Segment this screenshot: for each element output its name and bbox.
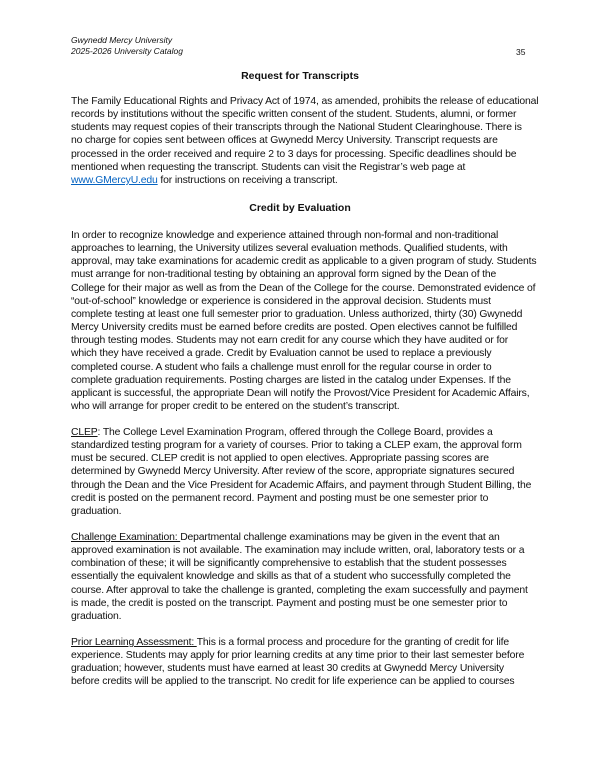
header-catalog: 2025-2026 University Catalog — [71, 46, 183, 56]
text-line: graduation. — [71, 505, 122, 517]
text-line: complete testing at least one full semester prior to graduation. Unless authorized, thirty (30) Gwynedd — [71, 308, 523, 320]
challenge-examination-paragraph — [71, 531, 541, 623]
text-line: “out-of-school” knowledge or experience is considered in the approval decision. Students must — [71, 295, 491, 307]
text-line: College for their major as well as from the Dean of the College for the course. Demonstrated evidence of — [71, 282, 536, 294]
page-number: 35 — [516, 47, 526, 57]
text-line: approval, may take examinations for academic credit as applicable to a given program of study. Students — [71, 256, 537, 268]
text-line: is made, the credit is posted on the transcript. Payment and posting must be one semester prior to — [71, 597, 508, 609]
text-line: which they have received a grade. Credit by Evaluation cannot be used to replace a previously — [71, 348, 492, 360]
transcripts-paragraph — [71, 95, 541, 187]
text-line: determined by Gwynedd Mercy University. After review of the score, appropriate signatures secured — [71, 466, 515, 478]
text-line: standardized testing program for a variety of courses. Prior to taking a CLEP exam, the approval form — [71, 440, 522, 452]
text-line: approved examination is not available. The examination may include written, oral, laboratory tests or a — [71, 545, 525, 557]
text-line: combination of these; it will be significantly comprehensive to establish that the student possesses — [71, 558, 507, 570]
text-line: approaches to learning, the University utilizes several evaluation methods. Qualified students, with — [71, 243, 508, 255]
text-line: graduation; however, students must have earned at least 30 credits at Gwynedd Mercy University — [71, 663, 504, 675]
section-title-credit-evaluation: Credit by Evaluation — [249, 202, 351, 214]
text-line: In order to recognize knowledge and experience attained through non-formal and non-traditional — [71, 230, 499, 241]
text-line: applicant is successful, the appropriate Dean will notify the Provost/Vice President for Academic Affairs, — [71, 387, 530, 399]
credit-evaluation-paragraph — [71, 229, 541, 413]
text-line: through testing modes. Students may not earn credit for any course which they have audited or for — [71, 335, 509, 347]
subsection-label: Challenge Examination: — [71, 532, 181, 543]
text-line-rest: Departmental challenge examinations may be given in the event that an — [180, 532, 500, 543]
text-line: The Family Educational Rights and Privacy Act of 1974, as amended, prohibits the release of educational — [71, 96, 539, 107]
prior-learning-paragraph — [71, 636, 541, 689]
text-line-rest: : The College Level Examination Program, offered through the College Board, provides a — [97, 427, 493, 438]
text-line-tail: for instructions on receiving a transcript. — [157, 174, 338, 186]
text-line: completed course. A student who fails a challenge must enroll for the regular course in order to — [71, 361, 492, 373]
registrar-link[interactable]: www.GMercyU.edu — [71, 174, 158, 186]
header-university: Gwynedd Mercy University — [71, 35, 173, 45]
clep-paragraph — [71, 426, 541, 518]
text-line: mentioned when requesting the transcript. Students can visit the Registrar’s web page at — [71, 161, 466, 173]
text-line: graduation. — [71, 610, 122, 622]
text-line: must be secured. CLEP credit is not applied to open electives. Appropriate passing scores are — [71, 453, 489, 465]
text-line: essentially the equivalent knowledge and skills as that of a student who successfully completed the — [71, 571, 511, 583]
text-line: who will arrange for proper credit to be entered on the student’s transcript. — [71, 401, 400, 413]
text-line: complete graduation requirements. Posting charges are listed in the catalog under Expenses. If the — [71, 374, 511, 386]
section-title-transcripts: Request for Transcripts — [241, 70, 359, 82]
text-line: through the Dean and the Vice President for Academic Affairs, and payment through Student Billing, the — [71, 479, 532, 491]
text-line: must arrange for non-traditional testing by obtaining an approval form signed by the Dean of the — [71, 269, 497, 281]
text-line — [71, 636, 541, 649]
text-line: no charge for copies sent between offices at Gwynedd Mercy University. Transcript requests are — [71, 135, 498, 147]
text-line: experience. Students may apply for prior learning credits at any time prior to their last semester before — [71, 650, 525, 662]
text-line: Mercy University credits must be earned before credits are posted. Open electives cannot be fulfilled — [71, 322, 518, 334]
text-line: students may request copies of their transcripts through the National Student Clearinghouse. There is — [71, 122, 522, 134]
text-line-rest: This is a formal process and procedure for the granting of credit for life — [196, 637, 510, 648]
text-line: before credits will be applied to the transcript. No credit for life experience can be applied to courses — [71, 676, 515, 688]
text-line: credit is posted on the permanent record. Payment and posting must be one semester prior to — [71, 492, 489, 504]
subsection-label: Prior Learning Assessment: — [71, 637, 197, 648]
subsection-label: CLEP — [71, 427, 98, 438]
text-line — [71, 174, 541, 187]
text-line: processed in the order received and require 2 to 3 days for processing. Specific deadlines should be — [71, 148, 517, 160]
text-line: course. After approval to take the challenge is granted, completing the exam successfully and payment — [71, 584, 528, 596]
text-line: records by institutions without the specific written consent of the student. Students, alumni, or former — [71, 109, 517, 121]
text-line — [71, 531, 541, 544]
text-line — [71, 426, 541, 439]
